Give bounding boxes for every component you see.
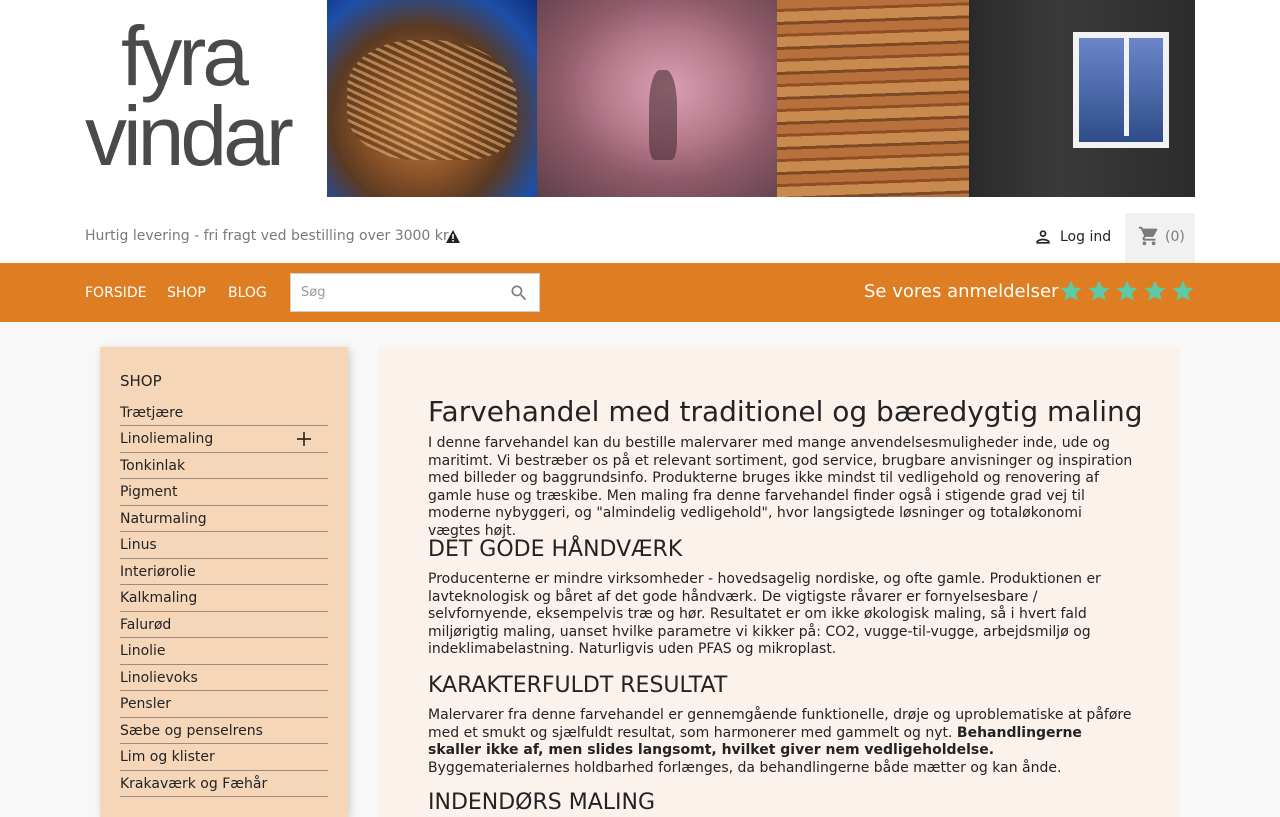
main-content xyxy=(378,347,1180,817)
category-link-falurod[interactable] xyxy=(120,612,328,639)
category-link-kalkmaling[interactable] xyxy=(120,585,328,612)
result-text-bold: Behandlingerne skaller ikke af, men slides langsomt, hvilket giver nem vedligeholdelse. xyxy=(428,724,1082,758)
page-title: Farvehandel med traditionel og bæredygtig maling xyxy=(428,395,1143,428)
shopping-cart-icon xyxy=(1138,225,1160,247)
category-link-traetjaere[interactable] xyxy=(120,400,328,426)
category-label: Pensler xyxy=(120,696,171,712)
star-icon xyxy=(1059,279,1083,303)
category-link-naturmaling[interactable] xyxy=(120,506,328,533)
category-label: Linus xyxy=(120,537,157,553)
category-link-saebe-og-penselrens[interactable] xyxy=(120,718,328,745)
intro-paragraph: I denne farvehandel kan du bestille malervarer med mange anvendelsesmuligheder inde, ude og maritimt. Vi bestræber os på et relevant sortiment, god service, brugbare anvisninger og inspiration med billeder og baggrundsinfo. Produkterne bruges ikke mindst til vedligehold og renovering af gamle huse og træskibe. Men maling fra denne farvehandel finder også i stigende grad vej til moderne nybyggeri, og "almindelig vedligehold", hvor langsigtede løsninger og totaløkonomi vægtes højt. xyxy=(428,435,1133,539)
category-label: Linoliemaling xyxy=(120,431,214,447)
section-heading-indoor: INDENDØRS MALING xyxy=(428,790,656,815)
category-label: Krakaværk og Fæhår xyxy=(120,775,268,792)
category-sidebar xyxy=(100,347,348,817)
category-label: Pigment xyxy=(120,484,178,500)
category-link-linoliemaling[interactable] xyxy=(120,426,328,453)
cart-count: (0) xyxy=(1165,229,1185,245)
search-input[interactable] xyxy=(291,274,491,311)
category-label: Interiørolie xyxy=(120,563,196,580)
category-list xyxy=(120,400,328,797)
category-label: Sæbe og penselrens xyxy=(120,722,263,739)
shipping-info-text: Hurtig levering - fri fragt ved bestilling over 3000 kr xyxy=(85,228,449,244)
category-label: Naturmaling xyxy=(120,510,207,527)
sidebar-title: SHOP xyxy=(120,372,162,390)
category-link-krakavaerk-og-faehar[interactable] xyxy=(120,771,328,798)
category-label: Tonkinlak xyxy=(120,457,186,474)
category-label: Kalkmaling xyxy=(120,590,198,606)
star-icon xyxy=(1171,279,1195,303)
category-label: Falurød xyxy=(120,616,172,633)
banner-photo-window xyxy=(969,0,1195,197)
warning-icon xyxy=(446,230,460,243)
banner-photo-smoke xyxy=(537,0,777,197)
rating-stars[interactable] xyxy=(1059,279,1195,303)
category-link-interiorolie[interactable] xyxy=(120,559,328,586)
login-link[interactable]: Log ind xyxy=(1060,229,1112,245)
category-link-linus[interactable] xyxy=(120,532,328,559)
category-label: Linolie xyxy=(120,643,166,659)
banner-photo-wood xyxy=(327,0,537,197)
cart-button[interactable] xyxy=(1125,213,1195,263)
section-heading-craft: DET GODE HÅNDVÆRK xyxy=(428,537,683,562)
category-label: Linolievoks xyxy=(120,669,198,686)
search-box xyxy=(290,273,540,312)
craft-paragraph: Producenterne er mindre virksomheder - hovedsagelig nordiske, og ofte gamle. Produktionen er lavteknologisk og båret af det gode håndværk. De vigtigste råvarer er fornyelsesbare / selvfornyende, eksempelvis træ og hør. Resultatet er om ikke økologisk maling, så i hvert fald miljørigtig maling, uanset hvilke parametre vi kikker på: CO2, vugge-til-vugge, arbejdsmiljø og indeklimabelastning. Naturligvis uden PFAS og mikroplast. xyxy=(428,571,1101,657)
category-link-tonkinlak[interactable] xyxy=(120,453,328,480)
category-label: Trætjære xyxy=(120,405,184,421)
nav-link-blog[interactable]: BLOG xyxy=(228,285,267,301)
logo-line-1: fyra xyxy=(121,9,246,103)
main-navigation xyxy=(0,263,1280,322)
reviews-link[interactable]: Se vores anmeldelser xyxy=(864,281,1059,302)
header xyxy=(0,0,1280,263)
category-label: Lim og klister xyxy=(120,749,215,765)
result-paragraph xyxy=(428,707,1133,777)
search-icon[interactable] xyxy=(509,283,529,303)
nav-link-shop[interactable]: SHOP xyxy=(167,285,206,301)
result-text-end: Byggematerialernes holdbarhed forlænges, da behandlingerne både mætter og kan ånde. xyxy=(428,759,1062,776)
star-icon xyxy=(1143,279,1167,303)
category-link-pigment[interactable] xyxy=(120,479,328,506)
result-text-start: Malervarer fra denne farvehandel er gennemgående funktionelle, drøje og uproblematiske at påføre med et smukt og sjælfuldt resultat, som harmonerer med gammelt og nyt. xyxy=(428,707,1132,741)
star-icon xyxy=(1087,279,1111,303)
category-link-pensler[interactable] xyxy=(120,691,328,718)
category-link-linolie[interactable] xyxy=(120,638,328,665)
header-banner-image xyxy=(327,0,1195,197)
nav-link-forside[interactable]: FORSIDE xyxy=(85,285,147,301)
banner-photo-planks xyxy=(777,0,969,197)
star-icon xyxy=(1115,279,1139,303)
category-link-linolievoks[interactable] xyxy=(120,665,328,692)
site-logo[interactable] xyxy=(85,9,325,184)
expand-plus-icon[interactable] xyxy=(297,432,311,446)
user-icon[interactable] xyxy=(1033,227,1053,247)
section-heading-result: KARAKTERFULDT RESULTAT xyxy=(428,673,728,698)
logo-line-2: vindar xyxy=(85,89,290,183)
category-link-lim-og-klister[interactable] xyxy=(120,744,328,771)
